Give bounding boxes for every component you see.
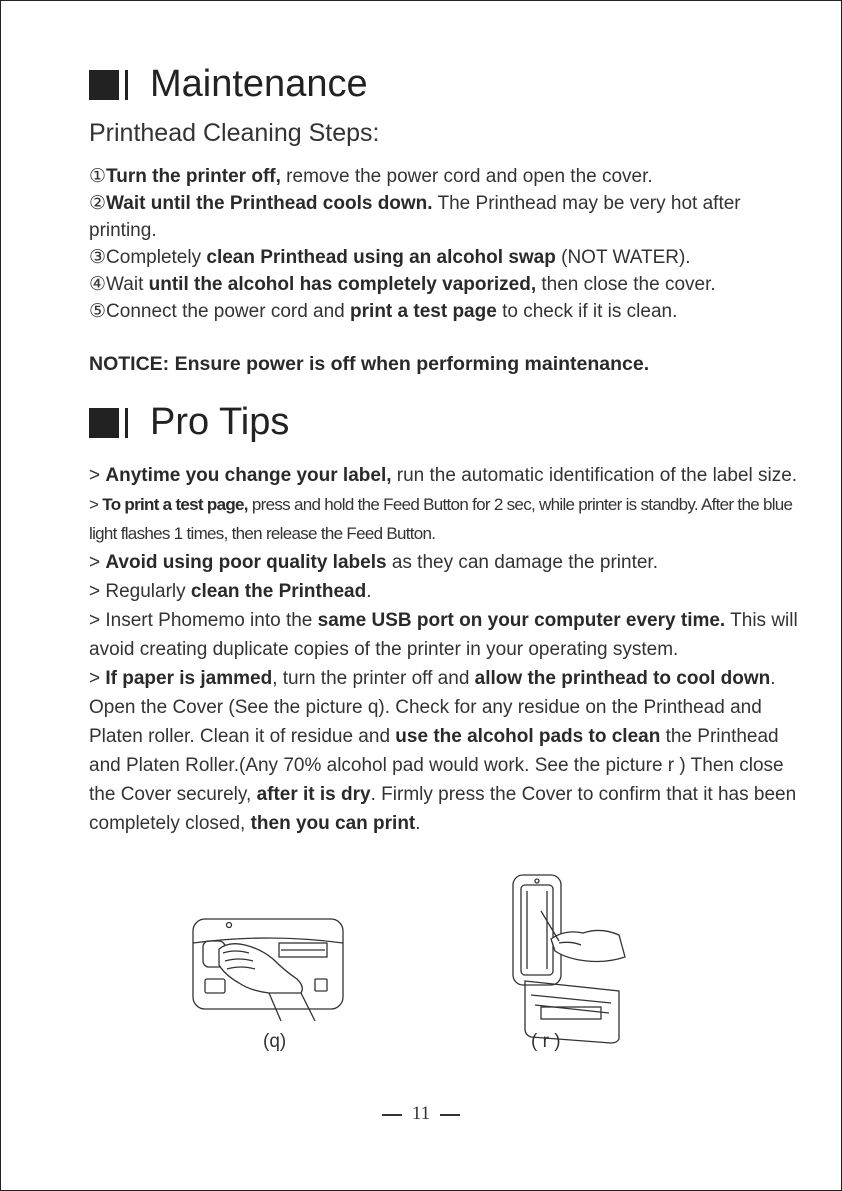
tip-text: >	[89, 465, 106, 486]
pro-tips-title: Pro Tips	[150, 401, 290, 443]
tip-text: .	[415, 813, 421, 834]
step-emphasis: Wait until the Printhead cools down.	[106, 193, 433, 214]
cleaning-steps-list	[89, 163, 789, 325]
heading-bar-icon	[125, 70, 128, 100]
step-3	[89, 244, 789, 271]
tip-1	[89, 461, 809, 490]
tip-text: . Open the Cover (See the picture q). Check for any residue on the Printhead and Platen roller. Clean it of residue and	[89, 668, 776, 747]
printer-open-illustration	[501, 871, 631, 1046]
heading-square-icon	[89, 70, 119, 100]
step-text: (NOT WATER).	[555, 247, 691, 268]
alcohol-swab	[541, 911, 559, 941]
hand-shape	[551, 930, 625, 961]
tip-text: press and hold the Feed Button for 2 sec, while printer is standby. After the blue light flashes 1 times, then release the Feed Button.	[89, 495, 793, 543]
tip-text: > Regularly	[89, 581, 191, 602]
step-text: Wait	[106, 274, 149, 295]
tip-emphasis: clean the Printhead	[190, 581, 367, 602]
power-switch	[205, 979, 225, 993]
step-emphasis: print a test page	[350, 301, 497, 322]
tip-text: . Firmly press the Cover to confirm that it has been completely closed,	[89, 784, 797, 834]
tip-emphasis: Avoid using poor quality labels	[105, 552, 387, 573]
maintenance-notice: NOTICE: Ensure power is off when performing maintenance.	[89, 353, 650, 375]
tip-emphasis: Anytime you change your label,	[105, 465, 392, 486]
printer-indicator	[227, 923, 232, 928]
usb-port	[315, 979, 327, 991]
tip-text: .	[366, 581, 372, 602]
tip-text: > Insert Phomemo into the	[89, 610, 318, 631]
tip-text: the Printhead and Platen Roller.(Any 70% alcohol pad would work. See the picture r ) Then close the Cover securely,	[89, 726, 784, 805]
tip-emphasis: allow the printhead to cool down	[474, 668, 771, 689]
step-text: Completely	[106, 247, 207, 268]
maintenance-heading	[89, 63, 368, 106]
pro-tips-heading	[89, 401, 289, 444]
step-number: ④	[89, 274, 107, 295]
footer-dash	[382, 1114, 402, 1116]
step-number: ②	[89, 193, 107, 214]
step-number: ③	[89, 247, 107, 268]
open-cover	[513, 875, 561, 985]
tip-text: This will avoid creating duplicate copies of the printer in your operating system.	[89, 610, 798, 660]
tip-text: as they can damage the printer.	[386, 552, 658, 573]
step-emphasis: Turn the printer off,	[106, 166, 281, 187]
page-footer	[1, 1103, 841, 1125]
tip-text: >	[89, 552, 106, 573]
tip-2	[89, 490, 809, 548]
tip-emphasis: same USB port on your computer every time.	[317, 610, 726, 631]
tip-emphasis: To print a test page,	[102, 495, 248, 514]
step-number: ⑤	[89, 301, 107, 322]
figure-caption-r: ( r )	[531, 1031, 561, 1052]
printer-front-illustration	[189, 913, 349, 1023]
tip-4	[89, 577, 809, 606]
step-4	[89, 271, 789, 298]
step-emphasis: clean Printhead using an alcohol swap	[206, 247, 556, 268]
tip-text: >	[89, 668, 106, 689]
maintenance-title: Maintenance	[150, 63, 368, 105]
tip-6	[89, 664, 809, 838]
tip-emphasis: after it is dry	[256, 784, 371, 805]
step-text: remove the power cord and open the cover.	[280, 166, 653, 187]
pro-tips-list	[89, 461, 809, 838]
step-2	[89, 190, 789, 244]
step-emphasis: until the alcohol has completely vaporized,	[148, 274, 537, 295]
heading-square-icon	[89, 408, 119, 438]
step-number: ①	[89, 166, 107, 187]
page-number: 11	[411, 1103, 431, 1124]
step-1	[89, 163, 789, 190]
tip-text: >	[89, 495, 103, 514]
footer-dash	[440, 1114, 460, 1116]
step-text: to check if it is clean.	[496, 301, 678, 322]
step-text: then close the cover.	[536, 274, 716, 295]
figure-caption-q: (q)	[263, 1031, 287, 1052]
cleaning-steps-subtitle: Printhead Cleaning Steps:	[89, 119, 380, 147]
tip-emphasis: use the alcohol pads to clean	[395, 726, 661, 747]
heading-bar-icon	[125, 408, 128, 438]
step-5	[89, 298, 789, 325]
tip-3	[89, 548, 809, 577]
step-text: Connect the power cord and	[106, 301, 351, 322]
step-text: The Printhead may be very hot after printing.	[89, 193, 741, 241]
tip-text: , turn the printer off and	[272, 668, 475, 689]
tip-5	[89, 606, 809, 664]
tip-emphasis: If paper is jammed	[105, 668, 273, 689]
tip-text: run the automatic identification of the label size.	[391, 465, 798, 486]
tip-emphasis: then you can print	[250, 813, 416, 834]
